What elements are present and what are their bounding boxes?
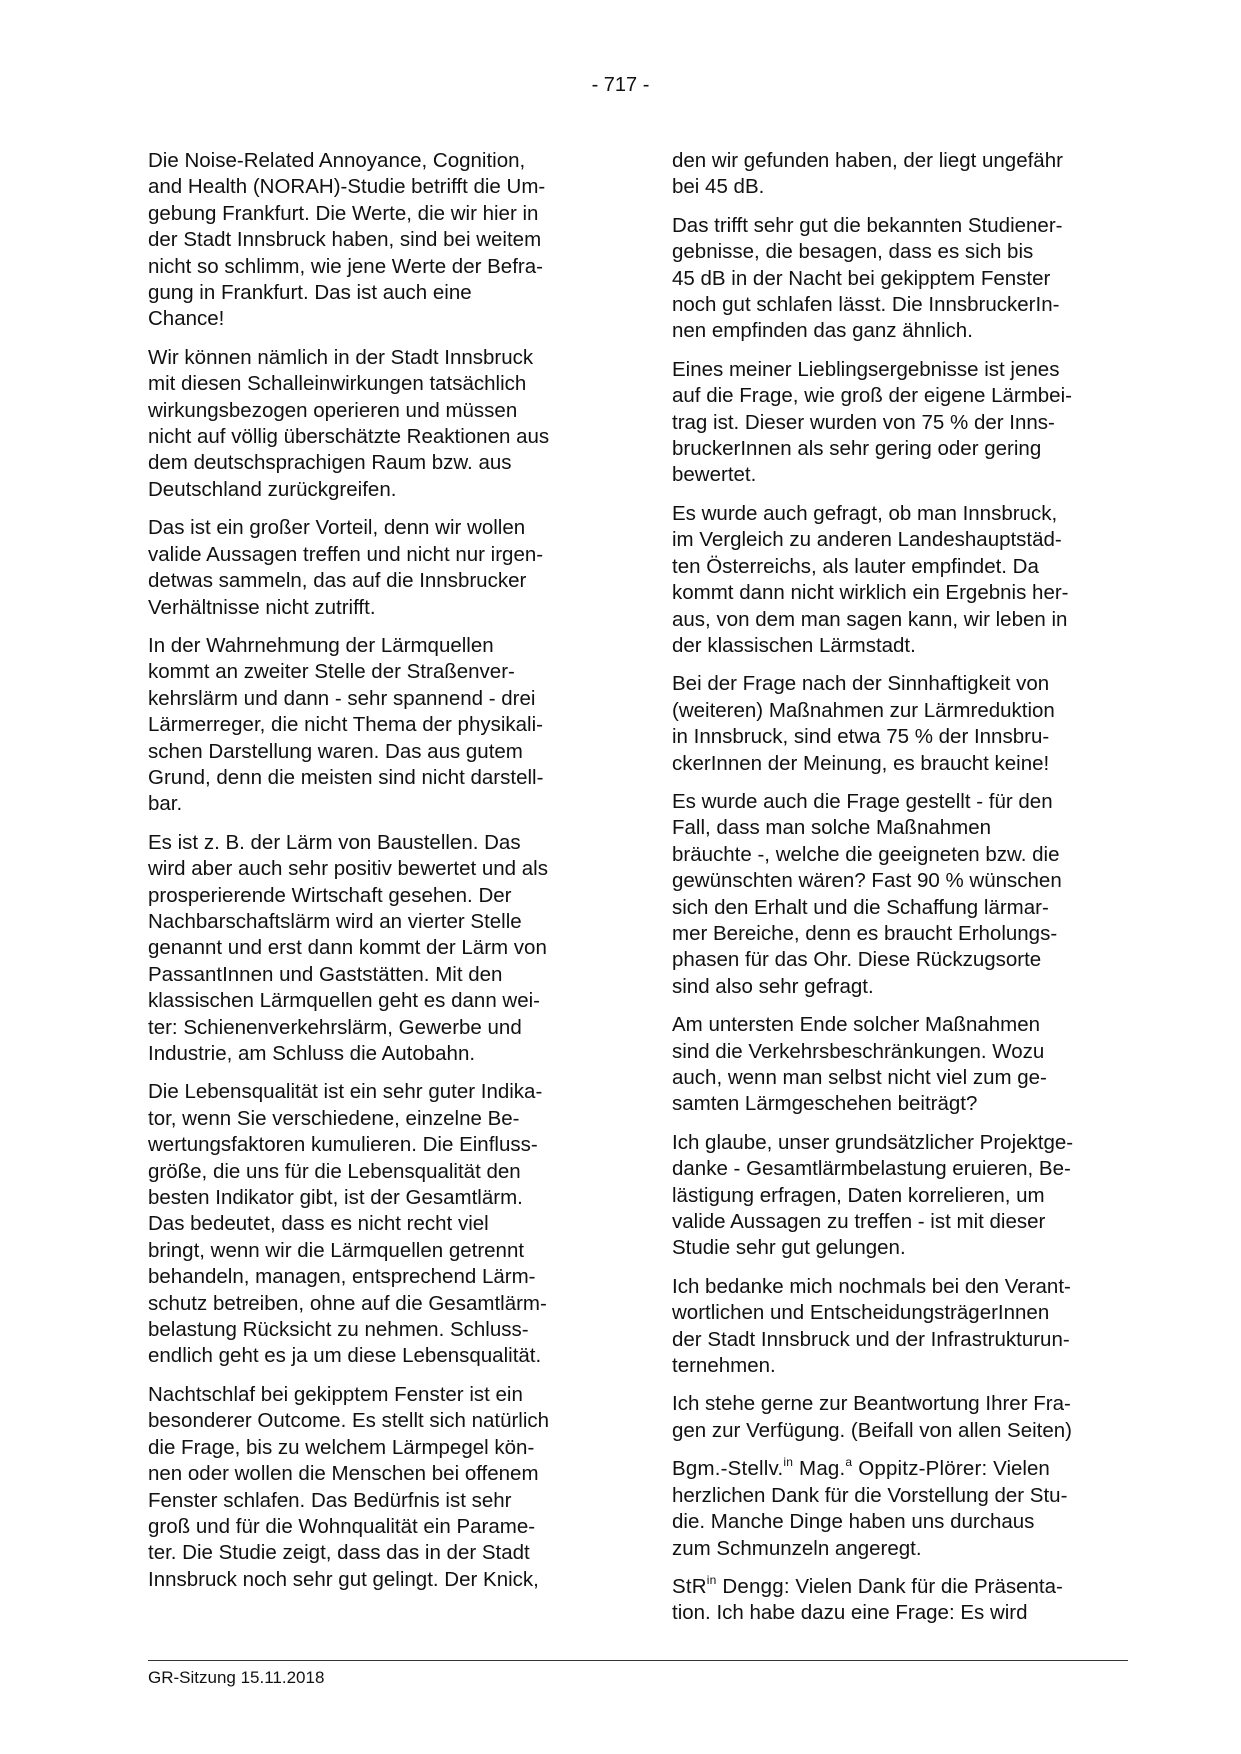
paragraph: [148, 633, 613, 818]
text-line: belastung Rücksicht zu nehmen. Schluss-: [148, 1318, 529, 1342]
text-line: nicht auf völlig überschätzte Reaktionen aus: [148, 425, 550, 449]
text-line: den wir gefunden haben, der liegt ungefähr: [672, 149, 1063, 172]
paragraph: [148, 148, 613, 333]
text-line: die Frage, bis zu welchem Lärmpegel kön-: [148, 1435, 535, 1459]
text-line: wortlichen und EntscheidungsträgerInnen: [672, 1301, 1050, 1325]
text-line: Die Lebensqualität ist ein sehr guter Indika-: [148, 1080, 543, 1104]
speech-paragraph-oppitz-ploerer: Bgm.-Stellv.$^{in}$ Mag.$^a$ Oppitz-Plörer: Vielen herzlichen Dank für die Vorstellung der Stu- die. Manche Dinge haben uns durchaus zum Schmunzeln angeregt.: [672, 1456, 1137, 1562]
text-line: endlich geht es ja um diese Lebensqualität.: [148, 1344, 542, 1368]
text-line: gebung Frankfurt. Die Werte, die wir hier in: [148, 201, 539, 225]
paragraph: [672, 1130, 1137, 1262]
text-line: wirkungsbezogen operieren und müssen: [148, 398, 518, 422]
text-line: Nachtschlaf bei gekipptem Fenster ist ein: [148, 1382, 523, 1406]
text-line: Studie sehr gut gelungen.: [672, 1236, 906, 1260]
text-line: Das ist ein großer Vorteil, denn wir wollen: [148, 516, 526, 540]
text-line: 45 dB in der Nacht bei gekipptem Fenster: [672, 266, 1051, 290]
text-line: ckerInnen der Meinung, es braucht keine!: [672, 751, 1050, 775]
paragraph: [148, 345, 613, 503]
paragraph: [672, 1391, 1137, 1444]
text-line: groß und für die Wohnqualität ein Parame-: [148, 1514, 536, 1538]
text-line: danke - Gesamtlärmbelastung eruieren, Be-: [672, 1157, 1071, 1181]
text-line: Nachbarschaftslärm wird an vierter Stelle: [148, 909, 522, 933]
text-line: Chance!: [148, 307, 225, 331]
text-line: Es wurde auch die Frage gestellt - für den: [672, 789, 1053, 813]
page-number: - 717 -: [591, 74, 650, 96]
text-line: besten Indikator gibt, ist der Gesamtlärm.: [148, 1186, 523, 1210]
text-line: nicht so schlimm, wie jene Werte der Befra-: [148, 254, 543, 278]
text-line: Ich glaube, unser grundsätzlicher Projektge-: [672, 1130, 1074, 1154]
text-line: mer Bereiche, denn es braucht Erholungs-: [672, 921, 1058, 945]
paragraph: [672, 501, 1137, 659]
paragraph: [672, 1012, 1137, 1118]
text-line: auch, wenn man selbst nicht viel zum ge-: [672, 1066, 1047, 1089]
text-line: im Vergleich zu anderen Landeshauptstäd-: [672, 528, 1062, 552]
text-line: valide Aussagen treffen und nicht nur irgen-: [148, 542, 544, 566]
text-line: herzlichen Dank für die Vorstellung der Stu-: [672, 1483, 1068, 1507]
text-line: tor, wenn Sie verschiedene, einzelne Be-: [148, 1106, 520, 1130]
text-line: prosperierende Wirtschaft gesehen. Der: [148, 883, 512, 907]
text-line: auf die Frage, wie groß der eigene Lärmbei-: [672, 384, 1072, 408]
text-line: behandeln, managen, entsprechend Lärm-: [148, 1265, 536, 1289]
text-line: zum Schmunzeln angeregt.: [672, 1536, 922, 1560]
paragraph: [672, 148, 1137, 201]
text-line: Deutschland zurückgreifen.: [148, 477, 397, 501]
text-line: Innsbruck noch sehr gut gelingt. Der Knick,: [148, 1567, 539, 1591]
speech-paragraph-dengg: StR$^{in}$ Dengg: Vielen Dank für die Präsenta- tion. Ich habe dazu eine Frage: Es wird: [672, 1574, 1137, 1627]
text-line: trag ist. Dieser wurden von 75 % der Inns-: [672, 410, 1055, 434]
paragraph: [148, 1079, 613, 1369]
text-line: kommt an zweiter Stelle der Straßenver-: [148, 660, 515, 684]
text-line: Verhältnisse nicht zutrifft.: [148, 595, 376, 619]
text-line: gebnisse, die besagen, dass es sich bis: [672, 240, 1034, 264]
text-line: ter. Die Studie zeigt, dass das in der Stadt: [148, 1541, 530, 1565]
text-line: bei 45 dB.: [672, 175, 765, 199]
paragraph: [672, 357, 1137, 489]
right-column: [672, 148, 1137, 1639]
text-line: Ich bedanke mich nochmals bei den Verant-: [672, 1274, 1071, 1298]
text-line: Grund, denn die meisten sind nicht darstell-: [148, 765, 544, 789]
text-line: Fall, dass man solche Maßnahmen: [672, 816, 992, 840]
text-line: Das bedeutet, dass es nicht recht viel: [148, 1212, 489, 1236]
text-line: Bei der Frage nach der Sinnhaftigkeit von: [672, 672, 1050, 696]
text-line: bringt, wenn wir die Lärmquellen getrennt: [148, 1238, 525, 1262]
text-line: gen zur Verfügung. (Beifall von allen Seiten): [672, 1418, 1073, 1442]
text-line: Industrie, am Schluss die Autobahn.: [148, 1042, 476, 1065]
text-line: samten Lärmgeschehen beiträgt?: [672, 1092, 978, 1116]
text-line: bewertet.: [672, 463, 757, 487]
text-line: klassischen Lärmquellen geht es dann wei-: [148, 989, 541, 1013]
paragraph: [148, 830, 613, 1068]
text-line: detwas sammeln, das auf die Innsbrucker: [148, 569, 527, 593]
text-line: wertungsfaktoren kumulieren. Die Einfluss-: [148, 1133, 538, 1157]
text-line: sich den Erhalt und die Schaffung lärmar-: [672, 895, 1049, 919]
text-line: nen oder wollen die Menschen bei offenem: [148, 1462, 539, 1486]
text-line: der Stadt Innsbruck und der Infrastrukturun-: [672, 1327, 1070, 1351]
text-line: kehrslärm und dann - sehr spannend - drei: [148, 686, 536, 710]
text-line: kommt dann nicht wirklich ein Ergebnis her-: [672, 581, 1069, 605]
text-line: mit diesen Schalleinwirkungen tatsächlich: [148, 372, 527, 396]
text-line: Wir können nämlich in der Stadt Innsbruck: [148, 345, 534, 369]
text-line: Lärmerreger, die nicht Thema der physikali-: [148, 713, 543, 737]
text-line: (weiteren) Maßnahmen zur Lärmreduktion: [672, 698, 1055, 722]
text-line: tion. Ich habe dazu eine Frage: Es wird: [672, 1601, 1028, 1625]
text-line: nen empfinden das ganz ähnlich.: [672, 319, 973, 343]
text-line: ter: Schienenverkehrslärm, Gewerbe und: [148, 1015, 522, 1039]
speaker-name: Bgm.-Stellv.$^{in}$ Mag.$^a$ Oppitz-Plörer:: [672, 1455, 988, 1481]
text-line: In der Wahrnehmung der Lärmquellen: [148, 633, 494, 657]
text-line: der klassischen Lärmstadt.: [672, 633, 916, 657]
text-line: besonderer Outcome. Es stellt sich natürlich: [148, 1409, 550, 1433]
text-line: aus, von dem man sagen kann, wir leben in: [672, 607, 1068, 631]
text-line: wird aber auch sehr positiv bewertet und als: [148, 857, 548, 881]
text-line: valide Aussagen zu treffen - ist mit dieser: [672, 1210, 1046, 1234]
text-line: bräuchte -, welche die geeigneten bzw. die: [672, 842, 1060, 866]
text-line: Die Noise-Related Annoyance, Cognition,: [148, 149, 526, 172]
speaker-name: StR$^{in}$ Dengg:: [672, 1572, 790, 1598]
text-line: sind die Verkehrsbeschränkungen. Wozu: [672, 1039, 1045, 1063]
paragraph: [672, 789, 1137, 1000]
text-line: ternehmen.: [672, 1354, 776, 1378]
paragraph: [148, 1382, 613, 1593]
text-line: gewünschten wären? Fast 90 % wünschen: [672, 869, 1062, 893]
footer-divider: [148, 1660, 1128, 1661]
paragraph: [672, 671, 1137, 777]
left-column: [148, 148, 613, 1605]
text-line: schutz betreiben, ohne auf die Gesamtlärm-: [148, 1291, 547, 1315]
text-line: bar.: [148, 792, 183, 816]
text-line: PassantInnen und Gaststätten. Mit den: [148, 962, 503, 986]
text-line: dem deutschsprachigen Raum bzw. aus: [148, 451, 512, 475]
text-line: and Health (NORAH)-Studie betrifft die Um-: [148, 175, 546, 199]
text-line: Am untersten Ende solcher Maßnahmen: [672, 1013, 1041, 1037]
paragraph: [148, 515, 613, 621]
text-line: genannt und erst dann kommt der Lärm von: [148, 936, 547, 960]
text-line: sind also sehr gefragt.: [672, 974, 874, 998]
text-line: der Stadt Innsbruck haben, sind bei weitem: [148, 228, 542, 252]
text-line: bruckerInnen als sehr gering oder gering: [672, 437, 1042, 461]
text-line: Es wurde auch gefragt, ob man Innsbruck,: [672, 501, 1058, 525]
text-line: die. Manche Dinge haben uns durchaus: [672, 1510, 1035, 1534]
text-line: in Innsbruck, sind etwa 75 % der Innsbru-: [672, 725, 1050, 749]
text-line: noch gut schlafen lässt. Die InnsbruckerIn-: [672, 293, 1060, 317]
text-line: Eines meiner Lieblingsergebnisse ist jenes: [672, 357, 1060, 381]
paragraph: [672, 1274, 1137, 1380]
paragraph: [672, 213, 1137, 345]
text-line: Es ist z. B. der Lärm von Baustellen. Das: [148, 830, 521, 854]
text-line: Ich stehe gerne zur Beantwortung Ihrer Fra-: [672, 1392, 1071, 1416]
text-line: gung in Frankfurt. Das ist auch eine: [148, 281, 472, 305]
text-line: ten Österreichs, als lauter empfindet. Da: [672, 554, 1039, 578]
text-line: Fenster schlafen. Das Bedürfnis ist sehr: [148, 1488, 512, 1512]
text-line: lästigung erfragen, Daten korrelieren, um: [672, 1183, 1045, 1207]
text-line: größe, die uns für die Lebensqualität den: [148, 1159, 521, 1183]
text-line: schen Darstellung waren. Das aus gutem: [148, 739, 523, 763]
text-line: phasen für das Ohr. Diese Rückzugsorte: [672, 948, 1042, 972]
text-line: Das trifft sehr gut die bekannten Studiener-: [672, 213, 1063, 237]
footer-session-date: GR-Sitzung 15.11.2018: [148, 1668, 325, 1687]
